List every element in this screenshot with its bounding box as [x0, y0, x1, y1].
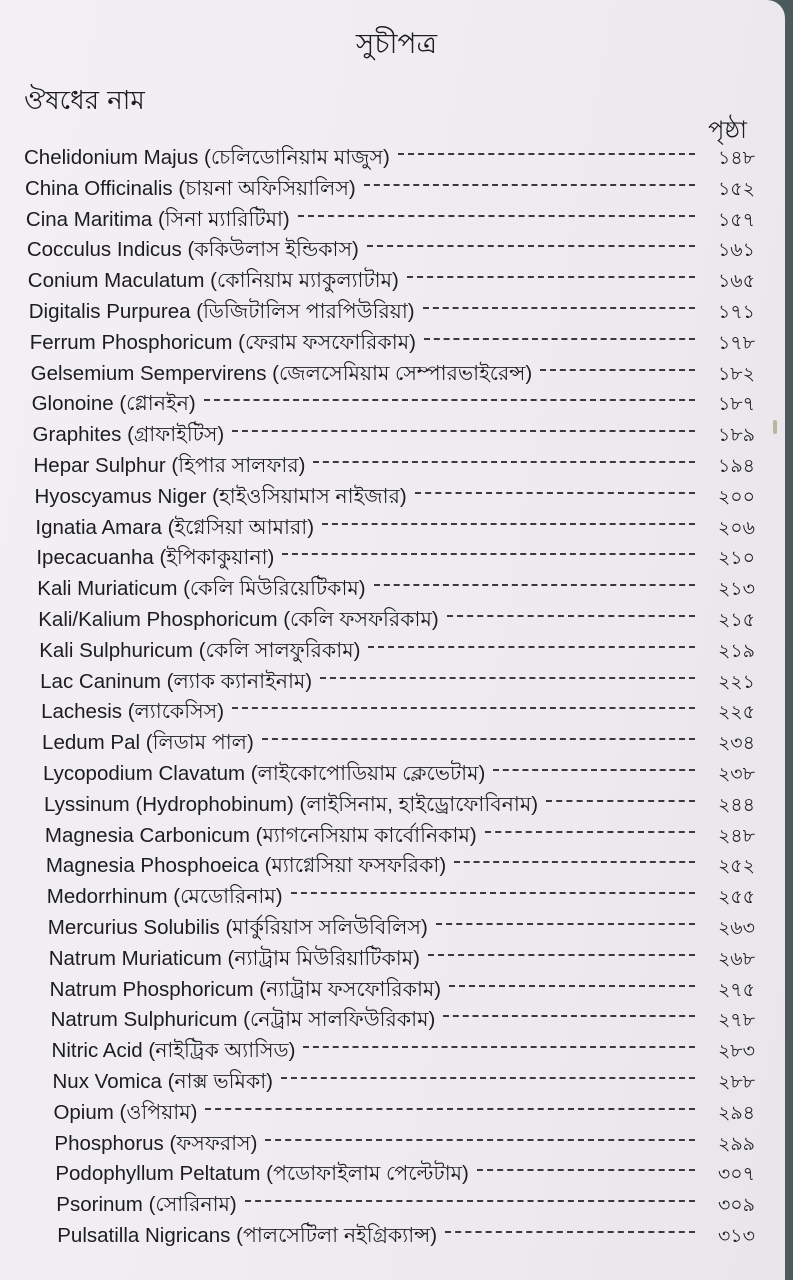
dotted-leader — [303, 1046, 695, 1048]
dotted-leader — [368, 646, 695, 648]
medicine-name: Kali Muriaticum (কেলি মিউরিয়েটিকাম) — [37, 577, 366, 601]
medicine-name: Natrum Phosphoricum (ন্যাট্রাম ফসফোরিকাম) — [49, 977, 442, 1001]
page-number: ১৪৮ — [718, 147, 755, 169]
contents-entry — [42, 725, 755, 755]
dotted-leader — [313, 461, 695, 463]
medicine-name: Opium (ওপিয়াম) — [53, 1100, 198, 1124]
page-number-header: পৃষ্ঠা — [708, 116, 747, 144]
medicine-name: Cina Maritima (সিনা ম্যারিটিমা) — [25, 207, 290, 231]
dotted-leader — [282, 553, 695, 555]
dotted-leader — [424, 338, 695, 340]
medicine-name: Hepar Sulphur (হিপার সালফার) — [33, 454, 306, 477]
contents-entry — [40, 664, 755, 694]
medicine-name: Natrum Muriaticum (ন্যাট্রাম মিউরিয়াটিকাম) — [48, 946, 420, 970]
contents-entry — [51, 1002, 755, 1032]
medicine-name: Psorinum (সোরিনাম) — [56, 1193, 237, 1217]
dotted-leader — [298, 215, 695, 217]
dotted-leader — [540, 369, 695, 371]
medicine-name: Lac Caninum (ল্যাক ক্যানাইনাম) — [40, 669, 313, 693]
contents-entry — [35, 510, 755, 540]
medicine-name: Chelidonium Majus (চেলিডোনিয়াম মাজুস) — [24, 146, 390, 169]
contents-entry — [53, 1095, 755, 1125]
page-number: ২৯৪ — [717, 1101, 755, 1124]
medicine-name: Kali/Kalium Phosphoricum (কেলি ফসফরিকাম) — [38, 608, 439, 631]
contents-entry — [33, 417, 755, 447]
contents-entry — [29, 294, 755, 324]
medicine-name-header: ঔষধের নাম — [24, 86, 145, 116]
contents-entry — [45, 818, 755, 848]
contents-entry — [47, 879, 755, 909]
page-number: ২৩৪ — [717, 732, 755, 755]
contents-entry — [25, 171, 755, 201]
medicine-name: Magnesia Phosphoeica (ম্যাগ্নেসিয়া ফসফরিকা) — [45, 854, 447, 878]
page-number: ১৮৯ — [717, 424, 755, 447]
dotted-leader — [493, 769, 695, 771]
contents-entry — [43, 756, 755, 786]
page-number: ২৮৮ — [717, 1071, 755, 1093]
medicine-name: Ferrum Phosphoricum (ফেরাম ফসফোরিকাম) — [29, 330, 416, 354]
page-number: ২৬৩ — [717, 917, 755, 939]
medicine-name: Mercurius Solubilis (মার্কুরিয়াস সলিউবিলিস) — [47, 916, 428, 939]
page-number: ২৭৫ — [717, 978, 755, 1001]
contents-entry — [54, 1126, 755, 1156]
dotted-leader — [443, 1015, 695, 1017]
contents-entry — [55, 1156, 755, 1186]
medicine-name: Lachesis (ল্যাকেসিস) — [41, 700, 225, 724]
medicine-name: Kali Sulphuricum (কেলি সালফুরিকাম) — [39, 638, 361, 662]
dotted-leader — [320, 677, 695, 679]
medicine-name: Cocculus Indicus (ককিউলাস ইন্ডিকাস) — [26, 238, 359, 262]
page-number: ২৪৪ — [717, 793, 755, 816]
contents-entry — [28, 263, 755, 293]
contents-entry — [48, 910, 755, 940]
medicine-name: Podophyllum Peltatum (পডোফাইলাম পেল্টেটাম) — [55, 1162, 469, 1186]
dotted-leader — [364, 184, 695, 186]
dotted-leader — [262, 738, 695, 740]
contents-entry — [49, 941, 755, 971]
page-number: ১৫৭ — [717, 208, 755, 231]
page-number: ২১৩ — [717, 578, 755, 601]
dotted-leader — [485, 831, 695, 833]
contents-entry — [52, 1033, 755, 1063]
page-number: ১৬৫ — [717, 270, 755, 293]
page-number: ১৯৪ — [718, 455, 755, 477]
medicine-name: Nitric Acid (নাইট্রিক অ্যাসিড) — [51, 1039, 296, 1063]
page-number: ৩০৯ — [717, 1194, 755, 1217]
medicine-name: Ledum Pal (লিডাম পাল) — [42, 731, 254, 755]
contents-entry — [34, 479, 755, 509]
page-number: ১৭৮ — [717, 331, 755, 354]
dotted-leader — [291, 892, 695, 894]
medicine-name: Ipecacuanha (ইপিকাকুয়ানা) — [36, 546, 275, 570]
page-number: ২১৯ — [717, 639, 755, 662]
page-number: ২২১ — [717, 670, 755, 693]
dotted-leader — [245, 1200, 695, 1202]
dotted-leader — [367, 245, 695, 247]
dotted-leader — [204, 399, 695, 401]
contents-entry — [56, 1187, 755, 1217]
dotted-leader — [436, 923, 695, 925]
page-number: ২০০ — [717, 485, 755, 508]
dotted-leader — [415, 492, 695, 494]
contents-entry — [37, 571, 755, 601]
contents-entry — [24, 140, 755, 170]
page-title: সুচীপত্র — [355, 27, 438, 60]
contents-entry — [30, 325, 755, 355]
contents-entry — [53, 1064, 756, 1094]
page-number: ২৮৩ — [717, 1040, 755, 1063]
page-number: ২৬৮ — [717, 947, 755, 970]
contents-entry — [57, 1218, 755, 1248]
dotted-leader — [322, 523, 695, 525]
page-number: ১৮৭ — [717, 393, 755, 416]
page-number: ২৭৮ — [717, 1009, 755, 1032]
medicine-name: Nux Vomica (নাক্স ভমিকা) — [52, 1070, 273, 1093]
page-number: ২৩৮ — [717, 763, 755, 785]
page-number: ২১০ — [717, 547, 755, 570]
dotted-leader — [407, 276, 695, 278]
page-number: ২১৫ — [717, 609, 755, 631]
dotted-leader — [423, 307, 695, 309]
page-number: ২০৬ — [717, 516, 755, 539]
contents-entry — [32, 386, 755, 416]
page-number: ১৭১ — [717, 301, 755, 323]
dotted-leader — [447, 615, 695, 617]
dotted-leader — [477, 1169, 695, 1171]
medicine-name: Ignatia Amara (ইগ্নেসিয়া আমারা) — [35, 515, 315, 539]
paper-mark — [773, 420, 777, 434]
medicine-name: Lyssinum (Hydrophobinum) (লাইসিনাম, হাইড্রোফোবিনাম) — [43, 792, 539, 816]
page-number: ২৪৮ — [717, 824, 755, 847]
page-number: ১৮২ — [717, 362, 755, 385]
dotted-leader — [546, 800, 695, 802]
medicine-name: Phosphorus (ফসফরাস) — [54, 1131, 258, 1155]
dotted-leader — [374, 584, 695, 586]
page-number: ৩০৭ — [717, 1163, 755, 1186]
medicine-name: Gelsemium Sempervirens (জেলসেমিয়াম সেম্পারভাইরেন্স) — [30, 361, 533, 385]
contents-entry — [39, 633, 755, 663]
contents-entry — [31, 356, 755, 386]
medicine-name: China Officinalis (চায়না অফিসিয়ালিস) — [24, 176, 356, 200]
dotted-leader — [232, 430, 695, 432]
medicine-name: Lycopodium Clavatum (লাইকোপোডিয়াম ক্লেভেটাম) — [43, 762, 486, 785]
medicine-name: Hyoscyamus Niger (হাইওসিয়ামাস নাইজার) — [34, 484, 407, 508]
dotted-leader — [454, 861, 695, 863]
page-number: ২৫২ — [717, 855, 755, 878]
dotted-leader — [205, 1108, 695, 1110]
dotted-leader — [281, 1077, 695, 1079]
medicine-name: Digitalis Purpurea (ডিজিটালিস পারপিউরিয়া) — [28, 300, 415, 323]
medicine-name: Pulsatilla Nigricans (পালসেটিলা নইগ্রিক্যান্স) — [57, 1224, 438, 1247]
page-number: ১৫২ — [717, 177, 755, 200]
contents-entry — [34, 448, 756, 478]
contents-entry — [41, 694, 755, 724]
page-number: ২২৫ — [717, 701, 755, 724]
page-number: ২৫৫ — [717, 886, 755, 909]
contents-entry — [38, 602, 755, 632]
contents-entry — [44, 787, 755, 817]
contents-entry — [46, 848, 755, 878]
medicine-name: Medorrhinum (মেডোরিনাম) — [46, 885, 283, 909]
medicine-name: Natrum Sulphuricum (নেট্রাম সালফিউরিকাম) — [50, 1008, 436, 1032]
medicine-name: Magnesia Carbonicum (ম্যাগনেসিয়াম কার্বোনিকাম) — [44, 823, 477, 847]
medicine-name: Conium Maculatum (কোনিয়াম ম্যাকুল্যাটাম) — [27, 269, 399, 293]
contents-entry — [27, 232, 755, 262]
page-number: ১৬১ — [717, 239, 755, 262]
contents-entry — [50, 972, 755, 1002]
medicine-name: Glonoine (গ্লোনইন) — [31, 392, 196, 416]
page-number: ৩১৩ — [717, 1225, 755, 1247]
dotted-leader — [449, 985, 695, 987]
contents-entry — [36, 540, 755, 570]
medicine-name: Graphites (গ্রাফাইটিস) — [32, 423, 225, 447]
dotted-leader — [232, 707, 695, 709]
dotted-leader — [398, 153, 695, 155]
contents-entry — [26, 202, 755, 232]
dotted-leader — [445, 1231, 695, 1233]
page-number: ২৯৯ — [717, 1132, 755, 1155]
dotted-leader — [265, 1139, 695, 1141]
dotted-leader — [428, 954, 695, 956]
